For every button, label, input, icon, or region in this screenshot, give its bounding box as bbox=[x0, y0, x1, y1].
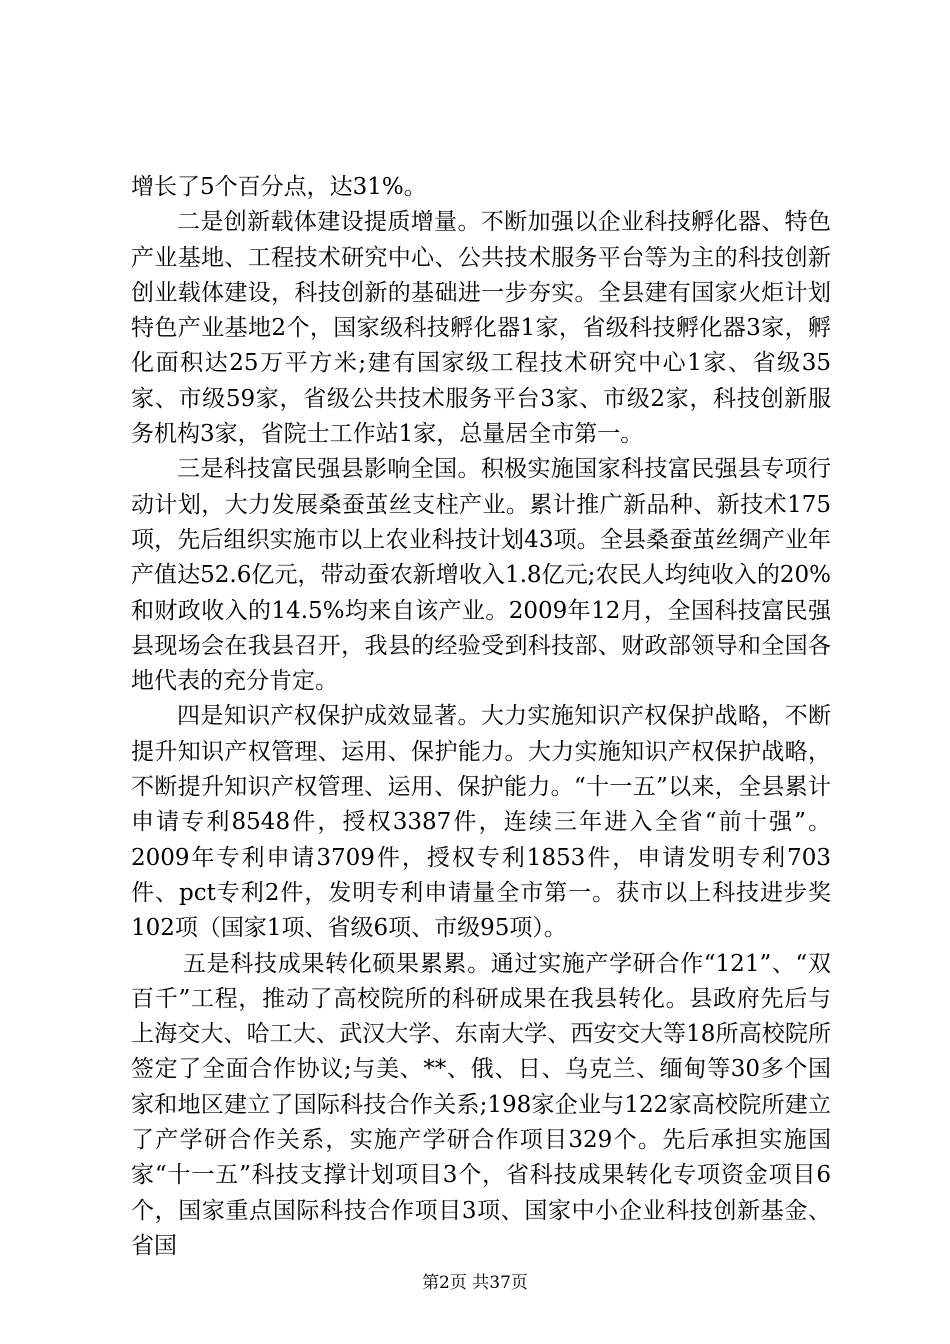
page-footer: 第2页 共37页 bbox=[422, 1273, 528, 1293]
document-body bbox=[131, 170, 831, 1264]
paragraph-intellectual-property: 四是知识产权保护成效显著。大力实施知识产权保护战略，不断提升知识产权管理、运用、保护能力。大力实施知识产权保护战略，不断提升知识产权管理、运用、保护能力。“十一五”以来，全县累计申请专利8548件，授权3387件，连续三年进入全省“前十强”。2009年专利申请3709件，授权专利1853件，申请发明专利703件、pct专利2件，发明专利申请量全市第一。获市以上科技进步奖102项（国家1项、省级6项、市级95项）。 bbox=[131, 703, 831, 942]
paragraph-tech-transfer: 五是科技成果转化硕果累累。通过实施产学研合作“121”、“双百千”工程，推动了高校院所的科研成果在我县转化。县政府先后与上海交大、哈工大、武汉大学、东南大学、西安交大等18所高校院所签定了全面合作协议;与美、**、俄、日、乌克兰、缅甸等30多个国家和地区建立了国际科技合作关系;198家企业与122家高校院所建立了产学研合作关系，实施产学研合作项目329个。先后承担实施国家“十一五”科技支撑计划项目3个，省科技成果转化专项资金项目6个，国家重点国际科技合作项目3项、国家中小企业科技创新基金、省国 bbox=[131, 950, 831, 1259]
paragraph-rich-people-strong-county: 三是科技富民强县影响全国。积极实施国家科技富民强县专项行动计划，大力发展桑蚕茧丝支柱产业。累计推广新品种、新技术175项，先后组织实施市以上农业科技计划43项。全县桑蚕茧丝绸产业年产值达52.6亿元，带动蚕农新增收入1.8亿元;农民人均纯收入的20%和财政收入的14.5%均来自该产业。2009年12月，全国科技富民强县现场会在我县召开，我县的经验受到科技部、财政部领导和全国各地代表的充分肯定。 bbox=[131, 456, 831, 695]
paragraph-innovation-carriers: 二是创新载体建设提质增量。不断加强以企业科技孵化器、特色产业基地、工程技术研究中心、公共技术服务平台等为主的科技创新创业载体建设，科技创新的基础进一步夯实。全县建有国家火炬计划特色产业基地2个，国家级科技孵化器1家，省级科技孵化器3家，孵化面积达25万平方米;建有国家级工程技术研究中心1家、省级35家、市级59家，省级公共技术服务平台3家、市级2家，科技创新服务机构3家，省院士工作站1家，总量居全市第一。 bbox=[131, 209, 831, 448]
paragraph-continuation: 增长了5个百分点，达31%。 bbox=[131, 174, 427, 200]
